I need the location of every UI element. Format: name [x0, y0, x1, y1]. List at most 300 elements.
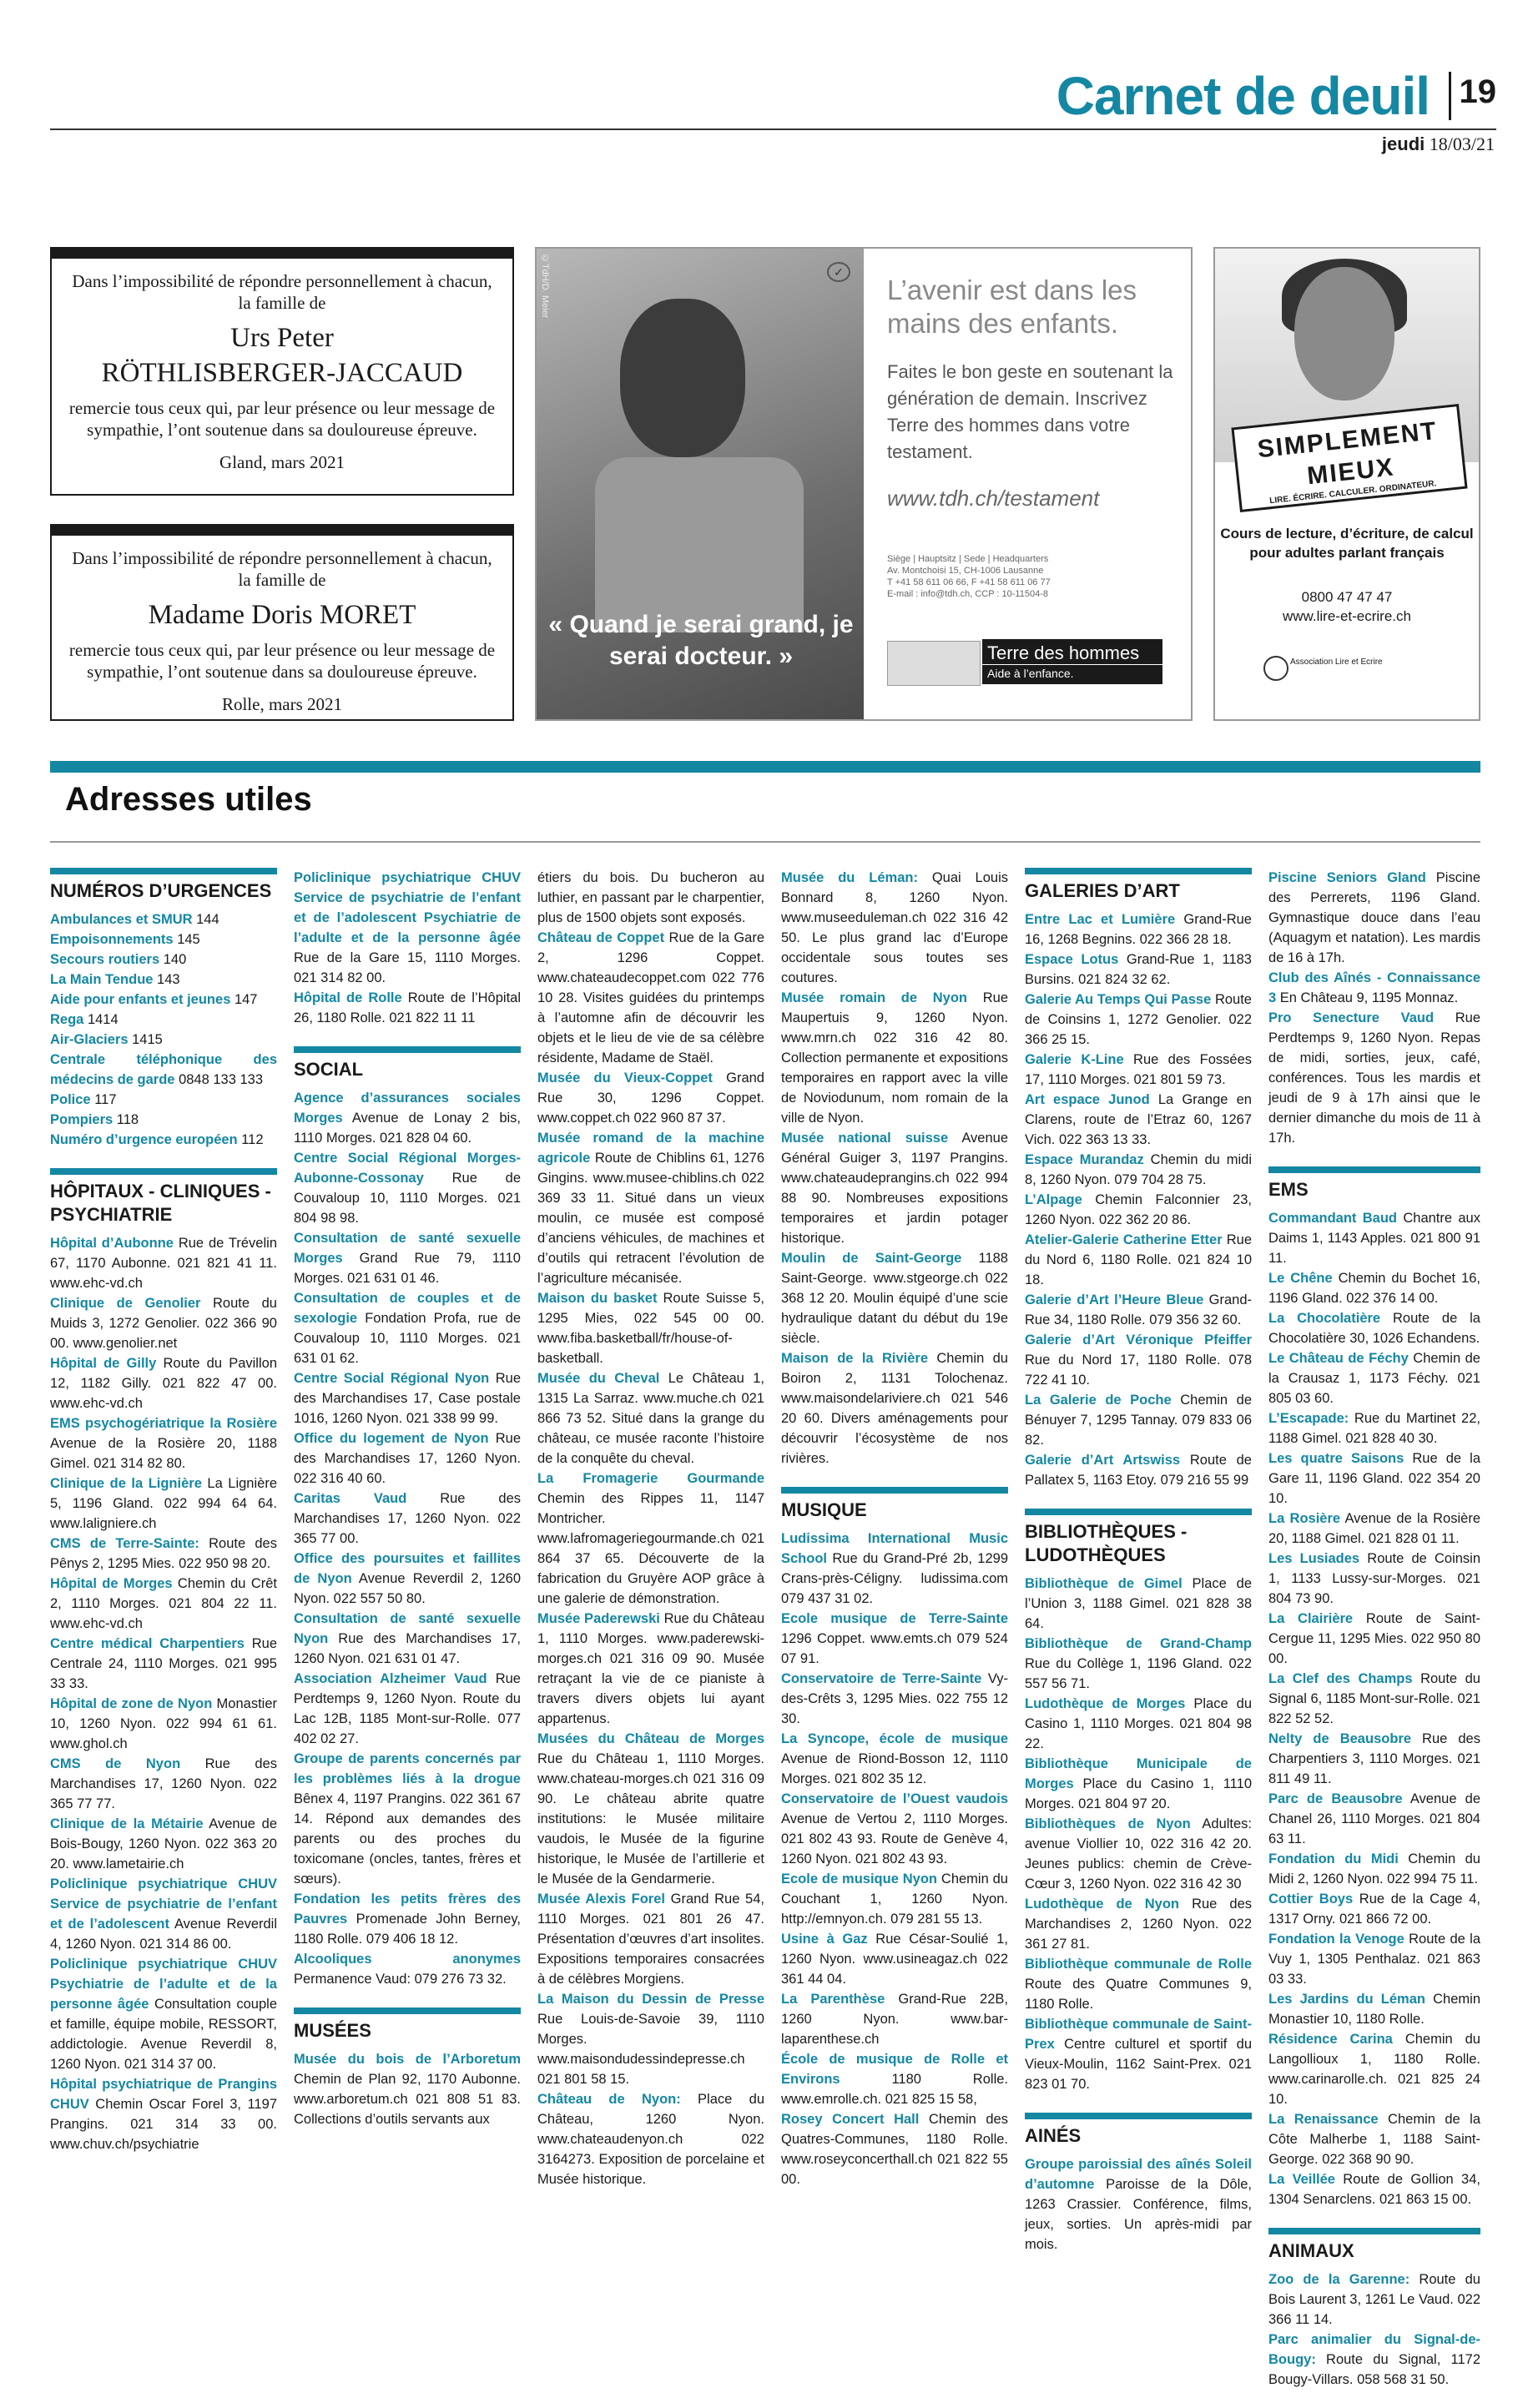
entry-details: Rue des Charpentiers 3, 1110 Morges. 021 811 49 11.: [1268, 1731, 1480, 1786]
address-entry: [1025, 1150, 1252, 1190]
address-entry: [1268, 1549, 1480, 1609]
course-info: Cours de lecture, d’écriture, de calcul pour adultes parlant français: [1220, 526, 1474, 561]
entry-details: Rue Perdtemps 9, 1260 Nyon. Repas de midi, sorties, jeux, café, conférences. Tous les mardis et jeudi de 9 à 17h ainsi que le dernier dimanche du mois de 11 à 17h.: [1268, 1010, 1480, 1146]
entry-details: Rue du Collège 1, 1196 Gland. 022 557 56 71.: [1025, 1656, 1252, 1691]
child-shirt-shape: [595, 457, 804, 632]
entry-details: 140: [159, 952, 187, 967]
entry-name: Clinique de la Lignière: [50, 1476, 202, 1491]
entry-details: Place de l’Union 3, 1188 Gimel. 021 828 38 64.: [1025, 1576, 1253, 1631]
entry-details: Le Château 1, 1315 La Sarraz. www.muche.ch 021 866 73 52. Situé dans la grange du château, ce musée raconte l’histoire de la conquête du cheval.: [537, 1371, 764, 1466]
entry-name: Bibliothèques de Nyon: [1025, 1816, 1191, 1831]
entry-details: Avenue de Lonay 2 bis, 1110 Morges. 021 828 04 60.: [294, 1111, 521, 1146]
entry-name: Commandant Baud: [1268, 1211, 1398, 1226]
head-shape: [1294, 267, 1394, 400]
entry-details: Place du Casino 1, 1110 Morges. 021 804 98 22.: [1025, 1696, 1253, 1751]
entry-name: Résidence Carina: [1268, 2032, 1393, 2047]
address-entry: [1025, 1894, 1252, 1954]
entry-details: Rue des Marchandises 17, 1260 Nyon. 022 365 77 77.: [50, 1756, 278, 1811]
address-entry: [50, 1874, 277, 1954]
address-entry: [50, 970, 277, 990]
entry-name: Musée Paderewski: [537, 1611, 660, 1626]
entry-name: Empoisonnements: [50, 932, 174, 947]
address-entry: [1268, 1849, 1480, 1889]
entry-details: Route de la Chocolatière 30, 1026 Echandens.: [1268, 1311, 1480, 1346]
entry-name: La Main Tendue: [50, 972, 154, 987]
address-entry: [1268, 1789, 1480, 1849]
entry-name: Galerie Au Temps Qui Passe: [1025, 992, 1212, 1007]
entry-details: Place du Château, 1260 Nyon. www.chateaudenyon.ch 022 3164273. Exposition de porcelaine et Musée historique.: [537, 2092, 764, 2187]
entry-details: Rue des Fossées 17, 1110 Morges. 021 801 59 73.: [1025, 1052, 1252, 1087]
entry-name: Rosey Concert Hall: [781, 2112, 920, 2127]
issue-day: jeudi: [1381, 133, 1425, 154]
entry-details: La Grange en Clarens, route de l’Etraz 60, 1267 Vich. 022 363 13 33.: [1025, 1092, 1252, 1147]
entry-name: Musée national suisse: [781, 1131, 949, 1146]
entry-name: Policlinique psychiatrique CHUV Service de psychiatrie de l’enfant et de l’adolescent: [50, 1877, 277, 1932]
entry-name: Hôpital de zone de Nyon: [50, 1696, 213, 1711]
entry-name: Zoo de la Garenne:: [1268, 2272, 1410, 2287]
photo-credit: ©TdH/D. Meier: [540, 254, 550, 319]
notice-name-line1: Urs Peter: [230, 323, 334, 353]
entry-details: Chemin de Plan 92, 1170 Aubonne. www.arboretum.ch 021 808 51 83. Collections d’outils servants aux: [294, 2072, 521, 2127]
entry-details: Chemin Oscar Forel 3, 1197 Prangins. 021 314 33 00. www.chuv.ch/psychiatrie: [50, 2097, 277, 2152]
address-entry: [1025, 1634, 1252, 1694]
address-entry: [50, 1130, 277, 1150]
notice-place-date: Gland, mars 2021: [219, 452, 345, 472]
address-entry: [1025, 1190, 1252, 1230]
entry-details: Rue de la Gare 2, 1296 Coppet. www.chateaudecoppet.com 022 776 10 28. Visites guidées du printemps à l’automne afin de découvrir les objets et le lieu de vie de sa célèbre résidente, Madame de Staël.: [537, 930, 764, 1065]
entry-details: 1415: [128, 1032, 163, 1047]
address-entry: [294, 1949, 521, 1989]
entry-name: L’Escapade:: [1268, 1411, 1349, 1426]
entry-details: Route du Pavillon 12, 1182 Gilly. 021 822 47 00. www.ehc-vd.ch: [50, 1356, 277, 1411]
notice-intro: Dans l’impossibilité de répondre personnellement à chacun, la famille de: [72, 548, 492, 590]
category-entries: [1268, 868, 1480, 1148]
addresses-column-4: [781, 868, 1008, 2208]
address-entry: [537, 1288, 764, 1368]
entry-name: La Renaissance: [1268, 2112, 1379, 2127]
address-entry: [50, 1293, 277, 1353]
entry-details: Avenue de la Rosière 20, 1188 Gimel. 021 314 82 80.: [50, 1436, 277, 1471]
entry-details: Route du Signal, 1172 Bougy-Villars. 058 568 31 50.: [1268, 2352, 1480, 2387]
entry-details: Chantre aux Daims 1, 1143 Apples. 021 800 91 11.: [1268, 1211, 1480, 1266]
entry-name: Musée du Vieux-Coppet: [537, 1071, 713, 1086]
logo-tagline: Aide à l’enfance.: [987, 667, 1074, 680]
entry-name: Numéro d’urgence européen: [50, 1132, 238, 1147]
entry-details: Avenue Reverdil 2, 1260 Nyon. 022 557 50 80.: [294, 1571, 521, 1606]
entry-details: Route du Signal 6, 1185 Mont-sur-Rolle. 021 822 52 52.: [1268, 1671, 1480, 1726]
entry-name: Consultation de santé sexuelle Morges: [294, 1231, 521, 1266]
entry-details: Permanence Vaud: 079 276 73 32.: [294, 1972, 507, 1987]
category-entries: [50, 909, 277, 1150]
entry-name: Club des Aînés - Connaissance 3: [1268, 970, 1480, 1005]
entry-name: Espace Lotus: [1025, 952, 1119, 967]
entry-name: Cottier Boys: [1268, 1892, 1354, 1907]
address-entry: [1025, 1290, 1252, 1330]
address-entry: [1025, 1390, 1252, 1450]
address-entry: [1268, 1729, 1480, 1789]
address-entry: [1268, 1448, 1480, 1509]
address-entry: [781, 1869, 1008, 1929]
address-entry: [1268, 1669, 1480, 1729]
entry-details: Piscine des Perrerets, 1196 Gland. Gymnastique douce dans l’eau (Aquagym et natation). Les mardis de 16 à 17h.: [1268, 870, 1480, 965]
badge-subtext: LIRE. ÉCRIRE. CALCULER. ORDINATEUR.: [1268, 479, 1437, 506]
notice-body: remercie tous ceux qui, par leur présence ou leur message de sympathie, l’ont soutenue dans sa douloureuse épreuve.: [68, 398, 496, 440]
entry-details: Grand-Rue 22B, 1260 Nyon. www.bar-laparenthese.ch: [781, 1992, 1008, 2047]
address-entry: [537, 1468, 764, 1609]
entry-details: 143: [153, 972, 180, 987]
entry-name: Police: [50, 1092, 91, 1107]
entry-name: Château de Coppet: [537, 930, 665, 945]
entry-details: Rue du Nord 6, 1180 Rolle. 021 824 10 18.: [1025, 1232, 1252, 1287]
issue-date: [1382, 133, 1495, 155]
entry-name: Château de Nyon:: [537, 2092, 681, 2107]
entry-details: 145: [173, 932, 200, 947]
entry-name: Office du logement de Nyon: [294, 1431, 489, 1446]
entry-name: Le Château de Féchy: [1268, 1351, 1409, 1366]
entry-name: Les Jardins du Léman: [1268, 1992, 1425, 2007]
entry-name: Hôpital de Rolle: [294, 990, 402, 1005]
entry-details: En Château 9, 1195 Monnaz.: [1276, 990, 1459, 1005]
notice-body: remercie tous ceux qui, par leur présence ou leur message de sympathie, l’ont soutenue dans sa douloureuse épreuve.: [68, 640, 496, 682]
entry-name: Nelty de Beausobre: [1268, 1731, 1411, 1746]
address-entry: [294, 1489, 521, 1549]
notice-name: Madame Doris MORET: [148, 600, 416, 630]
entry-name: Office des poursuites et faillites de Nyon: [294, 1551, 521, 1586]
category-heading: EMS: [1268, 1166, 1480, 1201]
address-entry: [1025, 990, 1252, 1050]
address-entry: [1268, 1509, 1480, 1549]
address-entry: [50, 909, 277, 929]
entry-name: Maison du basket: [537, 1291, 658, 1306]
address-entry: [1025, 950, 1252, 990]
entry-name: Entre Lac et Lumière: [1025, 912, 1176, 927]
notice-place-date: Rolle, mars 2021: [221, 694, 343, 714]
address-entry: [781, 1669, 1008, 1729]
entry-details: Fondation Profa, rue de Couvaloup 10, 1110 Morges. 021 631 01 62.: [294, 1311, 521, 1366]
entry-details: étiers du bois. Du bucheron au luthier, en passant par le charpentier, plus de 1500 objets sont exposés.: [537, 870, 764, 925]
address-entry: [781, 1609, 1008, 1669]
address-entry: [294, 1368, 521, 1428]
address-entry: [50, 1574, 277, 1634]
address-entry: [294, 1549, 521, 1609]
entry-details: Centre culturel et sportif du Vieux-Moulin, 1162 Saint-Prex. 021 823 01 70.: [1025, 2037, 1252, 2092]
entry-name: Conservatoire de l’Ouest vaudois: [781, 1791, 1008, 1806]
address-entry: [1268, 1889, 1480, 1929]
entry-name: CMS de Nyon: [50, 1756, 181, 1771]
entry-name: Secours routiers: [50, 952, 160, 967]
entry-details: Chemin de la Crausaz 1, 1173 Féchy. 021 805 03 60.: [1268, 1351, 1480, 1406]
badge-text: SIMPLEMENT MIEUX: [1256, 416, 1440, 491]
entry-details: Avenue Reverdil 4, 1260 Nyon. 021 314 86 00.: [50, 1917, 277, 1952]
entry-details: Rue Perdtemps 9, 1260 Nyon. Route du Lac 12B, 1185 Mont-sur-Rolle. 077 402 02 27.: [294, 1671, 521, 1746]
entry-details: Rue César-Soulié 1, 1260 Nyon. www.usineagaz.ch 022 361 44 04.: [781, 1932, 1008, 1987]
address-entry: [1268, 1308, 1480, 1348]
entry-name: Musée Alexis Forel: [537, 1892, 665, 1907]
page-number: 19: [1459, 73, 1496, 110]
entry-name: Fondation du Midi: [1268, 1851, 1399, 1866]
address-entry: [537, 1068, 764, 1128]
address-entry: [781, 1729, 1008, 1789]
entry-name: Consultation de couples et de sexologie: [294, 1291, 521, 1326]
entry-name: Consultation de santé sexuelle Nyon: [294, 1611, 521, 1646]
address-entry: [1025, 1694, 1252, 1754]
category-heading: AINÉS: [1025, 2113, 1252, 2148]
entry-name: Usine à Gaz: [781, 1932, 868, 1947]
issue-date-value: 18/03/21: [1429, 133, 1495, 154]
addresses-column-3: [537, 868, 764, 2208]
category-heading: SOCIAL: [294, 1046, 521, 1081]
entry-name: Le Chêne: [1268, 1271, 1333, 1286]
website-link[interactable]: www.lire-et-ecrire.ch: [1283, 608, 1411, 624]
address-entry: [1025, 1954, 1252, 2014]
address-entry: [1268, 2330, 1480, 2390]
entry-details: Monastier 10, 1260 Nyon. 022 994 61 61. www.ghol.ch: [50, 1696, 277, 1751]
ad-text: Faites le bon geste en soutenant la génération de demain. Inscrivez Terre des hommes dans votre testament.: [887, 361, 1173, 462]
entry-name: Rega: [50, 1012, 84, 1027]
address-entry: [1025, 1574, 1252, 1634]
entry-name: Hôpital d’Aubonne: [50, 1236, 174, 1251]
category-entries: [294, 868, 521, 1028]
entry-name: La Galerie de Poche: [1025, 1393, 1172, 1408]
entry-name: Fondation la Venoge: [1268, 1932, 1404, 1947]
entry-name: Ludissima International Music School: [781, 1531, 1008, 1566]
entry-details: Chemin des Quatres-Communes, 1180 Rolle. www.roseyconcerthall.ch 021 822 55 00.: [781, 2112, 1008, 2187]
entry-details: Rue des Marchandises 17, 1260 Nyon. 021 631 01 47.: [294, 1631, 521, 1666]
entry-details: Rue de Trévelin 67, 1170 Aubonne. 021 821 41 11. www.ehc-vd.ch: [50, 1236, 277, 1291]
entry-name: La Maison du Dessin de Presse: [537, 1992, 764, 2007]
address-entry: [294, 1088, 521, 1148]
entry-details: Rue des Marchandises 2, 1260 Nyon. 022 361 27 81.: [1025, 1897, 1252, 1952]
address-entry: [537, 2089, 764, 2189]
address-entry: [50, 1050, 277, 1090]
ad-child-photo: [537, 249, 864, 719]
address-entry: [50, 2074, 277, 2154]
entry-details: Rue Centrale 24, 1110 Morges. 021 995 33 33.: [50, 1636, 277, 1691]
entry-details: Route de Gollion 34, 1304 Senarclens. 021 863 15 00.: [1268, 2172, 1480, 2207]
addresses-column-5: [1025, 868, 1252, 2273]
entry-name: Centre Social Régional Morges-Aubonne-Cossonay: [294, 1151, 521, 1186]
entry-name: La Syncope, école de musique: [781, 1731, 1008, 1746]
entry-details: Route de la Vuy 1, 1305 Penthalaz. 021 863 03 33.: [1268, 1932, 1480, 1987]
entry-details: Route de Chiblins 61, 1276 Gingins. www.musee-chiblins.ch 022 369 33 11. Situé dans un vieux moulin, ce musée est composé d’anciens véhicules, de machines et d’outils qui retracent l’évolution de l’agriculture mécanisée.: [537, 1151, 764, 1286]
address-entry: [781, 1128, 1008, 1248]
category-entries: [537, 868, 764, 2189]
entry-name: Espace Murandaz: [1025, 1152, 1144, 1167]
category-heading: GALERIES D’ART: [1025, 868, 1252, 903]
address-entry: [1268, 2109, 1480, 2169]
address-entry: [1268, 2169, 1480, 2209]
entry-details: Promenade John Berney, 1180 Rolle. 079 406 18 12.: [294, 1912, 521, 1947]
entry-details: 118: [113, 1112, 139, 1127]
entry-name: Conservatoire de Terre-Sainte: [781, 1671, 982, 1686]
entry-details: Grand Rue 30, 1296 Coppet. www.coppet.ch 022 960 87 37.: [537, 1071, 764, 1126]
entry-name: La Chocolatière: [1268, 1311, 1381, 1326]
entry-name: Centre médical Charpentiers: [50, 1636, 245, 1651]
entry-name: Maison de la Rivière: [781, 1351, 929, 1366]
entry-name: Musées du Château de Morges: [537, 1731, 764, 1746]
book-logo-icon: [1263, 656, 1288, 681]
entry-details: Route de l’Hôpital 26, 1180 Rolle. 021 822 11 11: [294, 990, 521, 1025]
entry-details: Chemin du Crêt 2, 1110 Morges. 021 804 22 11. www.ehc-vd.ch: [50, 1576, 278, 1631]
entry-name: Ludothèque de Morges: [1025, 1696, 1186, 1711]
entry-details: Route de Coinsin 1, 1133 Lussy-sur-Morges. 021 804 73 90.: [1268, 1551, 1480, 1606]
category-entries: [1025, 1574, 1252, 2094]
address-line: T +41 58 611 06 66, F +41 58 611 06 77: [887, 577, 1051, 587]
ad-url[interactable]: www.tdh.ch/testament: [887, 486, 1100, 511]
address-entry: [1025, 2014, 1252, 2094]
entry-name: Fondation les petits frères des Pauvres: [294, 1892, 521, 1927]
entry-details: 0848 133 133: [174, 1072, 264, 1087]
address-entry: [1268, 1208, 1480, 1268]
address-entry: [781, 1348, 1008, 1468]
address-entry: [781, 868, 1008, 988]
header-rule: [50, 128, 1496, 130]
tdh-logo: [887, 639, 1162, 686]
entry-details: Route du Bois Laurent 3, 1261 Le Vaud. 022 366 11 14.: [1268, 2272, 1480, 2327]
entry-name: La Rosière: [1268, 1511, 1341, 1526]
header-separator: [1449, 72, 1451, 120]
address-entry: [50, 1754, 277, 1814]
entry-name: Les quatre Saisons: [1268, 1451, 1404, 1466]
entry-details: Route Suisse 5, 1295 Mies, 022 545 00 00. www.fiba.basketball/fr/house-of-basketball.: [537, 1291, 764, 1366]
entry-details: Chemin du Couchant 1, 1260 Nyon. http://emnyon.ch. 079 281 55 13.: [781, 1871, 1008, 1927]
entry-details: Chemin de Bénuyer 7, 1295 Tannay. 079 833 06 82.: [1025, 1393, 1252, 1448]
entry-name: EMS psychogériatrique la Rosière: [50, 1416, 277, 1431]
addresses-column-1: [50, 868, 277, 2173]
entry-details: La Lignière 5, 1196 Gland. 022 994 64 64. www.laligniere.ch: [50, 1476, 277, 1531]
address-entry: [537, 1609, 764, 1729]
entry-name: Bibliothèque communale de Saint-Prex: [1025, 2017, 1252, 2052]
entry-details: Rue de la Gare 11, 1196 Gland. 022 354 20 10.: [1268, 1451, 1480, 1506]
address-entry: [1268, 968, 1480, 1008]
entry-details: Chemin Falconnier 23, 1260 Nyon. 022 362 20 86.: [1025, 1192, 1252, 1227]
address-entry: [1268, 1929, 1480, 1989]
entry-details: 147: [230, 992, 258, 1007]
entry-name: Bibliothèque communale de Rolle: [1025, 1957, 1252, 1972]
entry-name: Hôpital de Gilly: [50, 1356, 157, 1371]
ad-headline: L’avenir est dans les mains des enfants.: [887, 275, 1137, 339]
entry-name: Piscine Seniors Gland: [1268, 870, 1426, 885]
entry-details: Chemin du Midi 2, 1260 Nyon. 022 994 75 11.: [1268, 1851, 1480, 1887]
ad-terre-des-hommes[interactable]: [535, 247, 1193, 721]
entry-name: Policlinique psychiatrique CHUV Psychiatrie de l’adulte et de la personne âgée: [50, 1957, 277, 2012]
entry-details: Avenue Général Guiger 3, 1197 Prangins. www.chateaudeprangins.ch 022 994 88 90. Nombreuses expositions temporaires et jardin potager historique.: [781, 1131, 1008, 1246]
category-entries: [1025, 2154, 1252, 2254]
entry-name: Policlinique psychiatrique CHUV Service de psychiatrie de l’enfant et de l’adolescent Psychiatrie de l’adulte et de la personne âgée: [294, 870, 521, 945]
entry-name: Galerie d’Art Artswiss: [1025, 1453, 1181, 1468]
addresses-column-2: [294, 868, 521, 2148]
entry-name: La Clairière: [1268, 1611, 1354, 1626]
address-entry: [50, 1090, 277, 1110]
entry-details: 112: [237, 1132, 264, 1147]
entry-details: Avenue de Bois-Bougy, 1260 Nyon. 022 363 20 20. www.lametairie.ch: [50, 1816, 277, 1871]
entry-details: Grand Rue 54, 1110 Morges. 021 801 26 47. Présentation d’œuvres d’art insolites. Expositions temporaires consacrées à de célèbres Morgiens.: [537, 1892, 764, 1987]
entry-details: Chemin des Rippes 11, 1147 Montricher. www.lafromageriegourmande.ch 021 864 37 65. Découverte de la fabrication du Gruyère AOP grâce à une galerie de démonstration.: [537, 1491, 764, 1606]
entry-name: Centre Social Régional Nyon: [294, 1371, 490, 1386]
address-entry: [294, 1148, 521, 1228]
entry-details: Route des Pênys 2, 1295 Mies. 022 950 98 20.: [50, 1536, 277, 1571]
ad-address: [887, 553, 1179, 600]
address-entry: [781, 988, 1008, 1128]
address-entry: [1025, 2154, 1252, 2254]
entry-name: Galerie d’Art Véronique Pfeiffer: [1025, 1332, 1252, 1348]
address-entry: [50, 1010, 277, 1030]
address-entry: [50, 950, 277, 970]
entry-details: Grand Rue 79, 1110 Morges. 021 631 01 46.: [294, 1251, 521, 1286]
category-heading: BIBLIOTHÈQUES - LUDOTHÈQUES: [1025, 1509, 1252, 1567]
category-entries: [781, 1529, 1008, 2189]
address-entry: [537, 928, 764, 1068]
entry-name: Hôpital psychiatrique de Prangins CHUV: [50, 2077, 277, 2112]
entry-name: Ambulances et SMUR: [50, 912, 193, 927]
entry-details: Chemin du Bochet 16, 1196 Gland. 022 376 14 00.: [1268, 1271, 1480, 1306]
category-heading: ANIMAUX: [1268, 2228, 1480, 2263]
address-entry: [1025, 1754, 1252, 1814]
entry-details: Chemin du Boiron 2, 1131 Tolochenaz. www.maisondelariviere.ch 021 546 20 60. Divers aménagements pour découvrir l’écosystème de nos rivières.: [781, 1351, 1008, 1466]
address-entry: [1025, 909, 1252, 950]
entry-details: Rue du Martinet 22, 1188 Gimel. 021 828 40 30.: [1268, 1411, 1480, 1446]
entry-details: Rue du Nord 17, 1180 Rolle. 078 722 41 10.: [1025, 1353, 1252, 1388]
address-entry: [781, 1529, 1008, 1609]
entry-details: Chemin du Langollioux 1, 1180 Rolle. www.carinarolle.ch. 021 825 24 10.: [1268, 2032, 1480, 2107]
address-entry: [294, 2049, 521, 2129]
entry-name: Alcooliques anonymes: [294, 1952, 521, 1967]
entry-name: Agence d’assurances sociales Morges: [294, 1091, 521, 1126]
address-entry: [781, 2109, 1008, 2189]
entry-name: La Fromagerie Gourmande: [537, 1471, 764, 1486]
entry-name: Clinique de Genolier: [50, 1296, 201, 1311]
entry-details: Rue Louis-de-Savoie 39, 1110 Morges. www.maisondudessindepresse.ch 021 801 58 15.: [537, 2012, 764, 2087]
address-entry: [537, 1889, 764, 1989]
entry-name: La Parenthèse: [781, 1992, 885, 2007]
entry-name: Bibliothèque de Grand-Champ: [1025, 1636, 1252, 1651]
address-entry: [781, 1989, 1008, 2049]
address-entry: [50, 1954, 277, 2074]
association-name: Association Lire et Ecrire: [1290, 657, 1383, 667]
address-entry: [1268, 2029, 1480, 2109]
address-entry: [50, 1534, 277, 1574]
entry-details: Rue des Marchandises 17, 1260 Nyon. 022 316 40 60.: [294, 1431, 521, 1486]
address-entry: [781, 1929, 1008, 1989]
entry-details: Rue de la Cage 4, 1317 Orny. 021 866 72 00.: [1268, 1892, 1480, 1927]
address-entry: [50, 990, 277, 1010]
address-entry: [537, 1989, 764, 2089]
address-entry: [294, 1428, 521, 1489]
entry-name: L’Alpage: [1025, 1192, 1082, 1207]
entry-name: Musée du bois de l’Arboretum: [294, 2052, 521, 2067]
entry-details: Quai Louis Bonnard 8, 1260 Nyon. www.museeduleman.ch 022 316 42 50. Le plus grand lac d’Europe occidentale sous toutes ses coutures.: [781, 870, 1009, 985]
entry-name: Groupe de parents concernés par les problèmes liés à la drogue: [294, 1751, 521, 1786]
address-entry: [1268, 868, 1480, 968]
address-entry: [781, 1248, 1008, 1348]
notice-intro: Dans l’impossibilité de répondre personnellement à chacun, la famille de: [72, 271, 492, 313]
entry-name: CMS de Terre-Sainte:: [50, 1536, 199, 1551]
address-entry: [294, 1749, 521, 1889]
entry-name: Les Lusiades: [1268, 1551, 1360, 1566]
ad-lire-et-ecrire[interactable]: [1213, 247, 1480, 721]
entry-details: Rue Maupertuis 9, 1260 Nyon. www.mrn.ch 022 316 42 80. Collection permanente et expositions temporaires en rapport avec la ville de Noviodunum, nom romain de la ville de Nyon.: [781, 990, 1008, 1126]
entry-name: Clinique de la Métairie: [50, 1816, 204, 1831]
address-entry: [1025, 1330, 1252, 1390]
page-section-title: Carnet de deuil: [1056, 66, 1430, 126]
entry-name: La Clef des Champs: [1268, 1671, 1413, 1686]
phone-number[interactable]: 0800 47 47 47: [1301, 589, 1393, 605]
entry-details: Avenue de Riond-Bosson 12, 1110 Morges. 021 802 35 12.: [781, 1751, 1008, 1786]
death-notice-2: [50, 524, 514, 721]
entry-details: 117: [90, 1092, 117, 1107]
entry-details: Rue du Château 1, 1110 Morges. www.paderewski-morges.ch 021 316 09 90. Musée retraçant la vie de ce pianiste à travers divers objets lui ayant appartenus.: [537, 1611, 764, 1726]
entry-details: Chemin du midi 8, 1260 Nyon. 079 704 28 75.: [1025, 1152, 1252, 1187]
